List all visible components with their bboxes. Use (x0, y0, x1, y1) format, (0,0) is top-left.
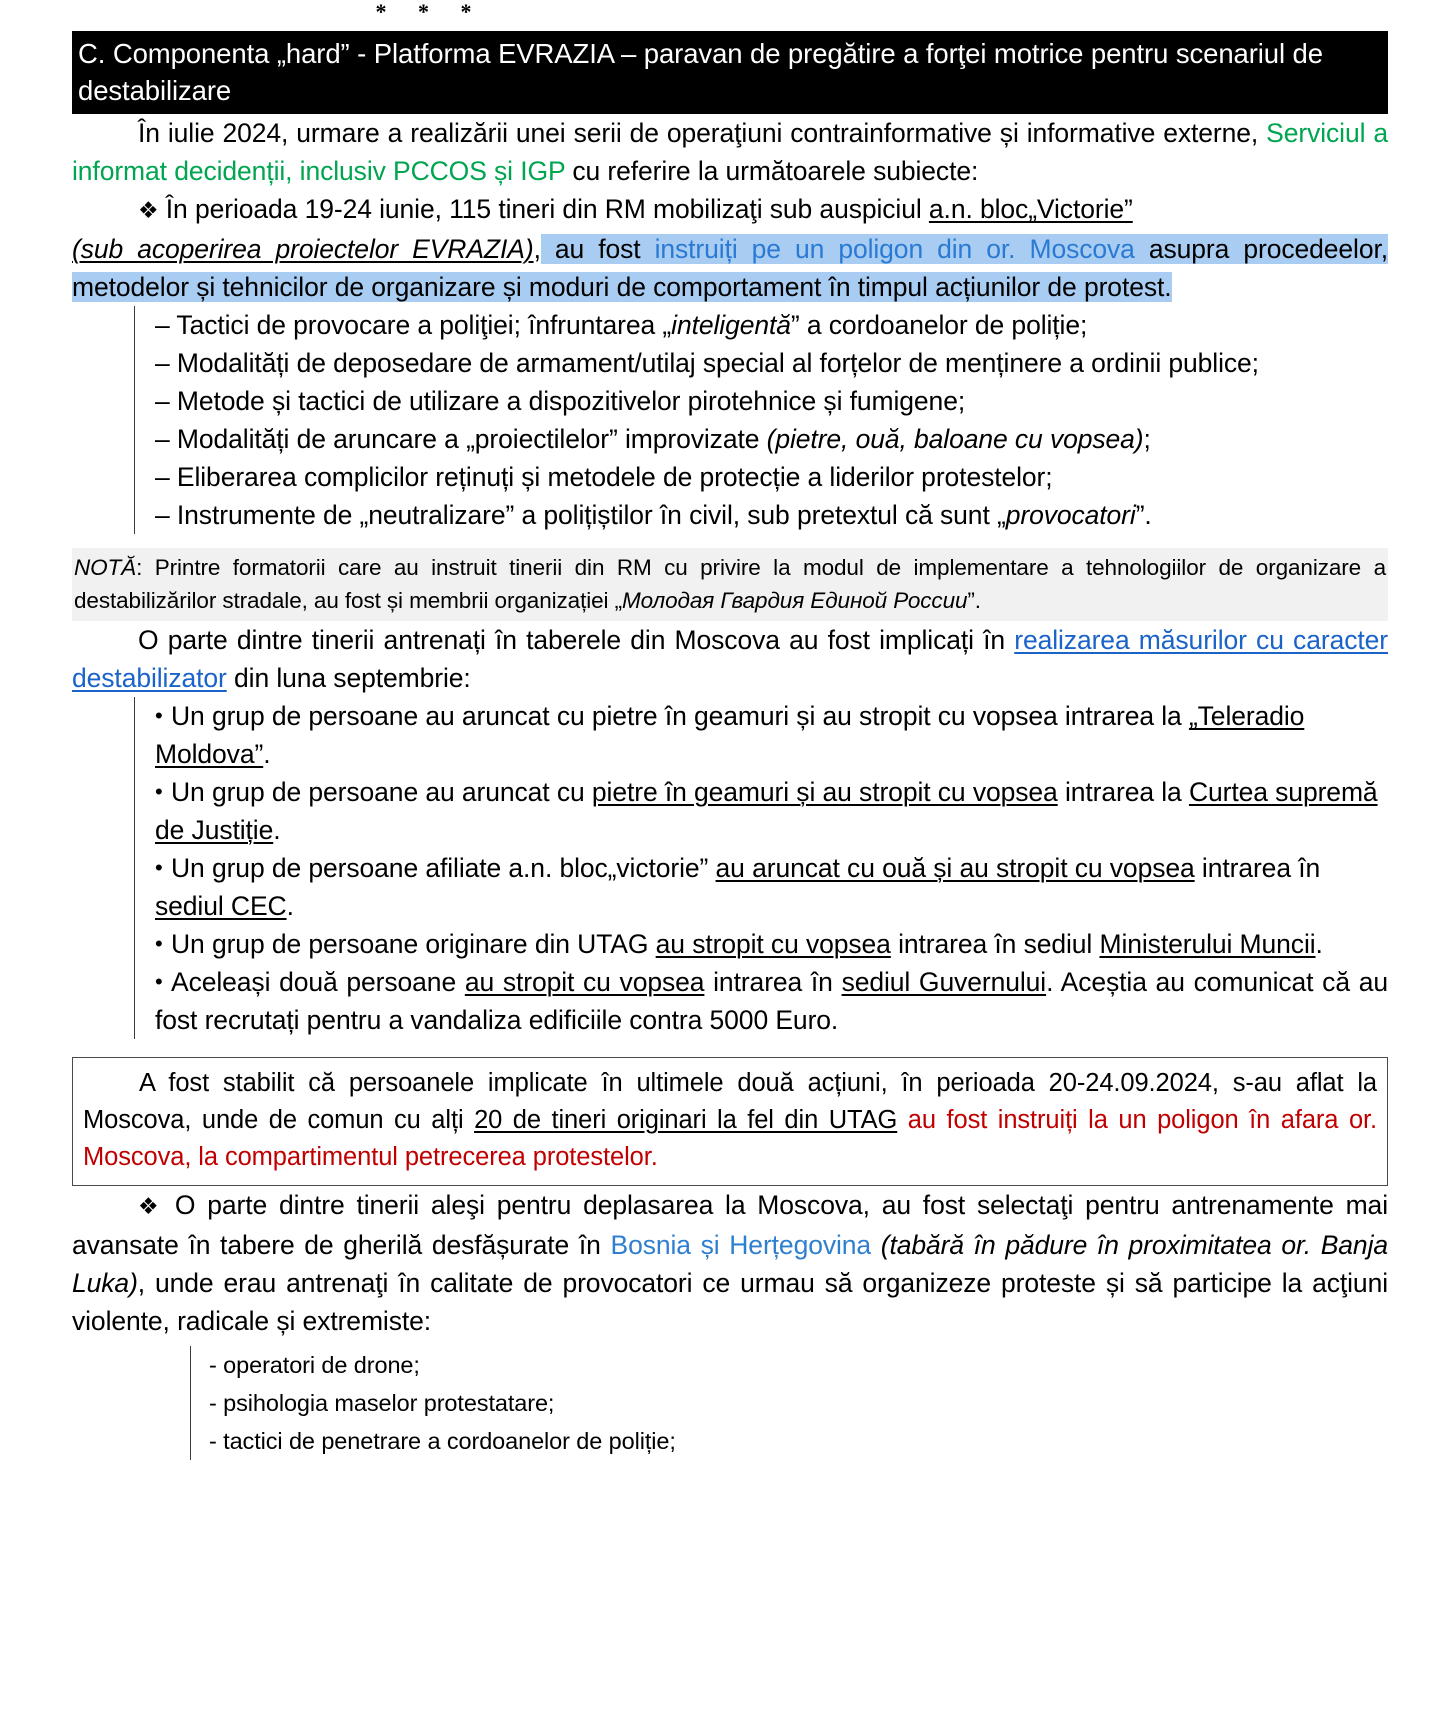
diamond-bullet-1 (72, 190, 1388, 306)
item-pre: Un grup de persoane au aruncat cu pietre în geamuri și au stropit cu vopsea intrarea la (171, 701, 1189, 731)
item-pre: Aceleași două persoane (171, 967, 465, 997)
item-post: . (273, 815, 281, 845)
dash-item (155, 382, 1388, 420)
redbox-underlined-utag: 20 de tineri originari la fel din UTAG (474, 1106, 898, 1134)
item-underlined-2: Curtea supremă de Justiție (155, 777, 1378, 845)
dash-item-pre: Eliberarea complicilor reținuți și metodele de protecție a liderilor protestelor; (169, 462, 1053, 492)
item-post: . (286, 891, 294, 921)
dash-item-post: ; (1143, 424, 1151, 454)
dash-list-1 (134, 306, 1388, 534)
bullet2-blue-bosnia: Bosnia și Herțegovina (610, 1230, 872, 1260)
diamond-bullet-icon: ❖ (138, 198, 159, 224)
dash-item-pre: Tactici de provocare a poliţiei; înfruntarea „ (169, 310, 672, 340)
bullet1-underlined-victorie: a.n. bloc„Victorie” (928, 194, 1133, 224)
bullet2-italic-camp: (tabără în pădure în proximitatea or. Banja Luka) (72, 1230, 1388, 1298)
intro-green-highlight: Serviciul a informat decidenții, inclusiv PCCOS și IGP (72, 118, 1388, 186)
bullet1-highlight-plain-2: asupra procedeelor, metodelor și tehnicilor de organizare și moduri de comportament în timpul acțiunilor de protest. (72, 234, 1388, 302)
item-mid: intrarea în sediul (890, 929, 1100, 959)
list-item (155, 849, 1388, 925)
dash-marker: – (155, 386, 170, 416)
dash-item-pre: Modalități de deposedare de armament/utilaj special al forțelor de menținere a ordinii publice; (169, 348, 1259, 378)
dash-item (155, 496, 1388, 534)
item-underlined-2: Ministerului Muncii (1099, 929, 1316, 959)
bullet-list-september (134, 697, 1388, 1039)
sept-link-measures[interactable]: realizarea măsurilor cu caracter destabilizator (72, 625, 1388, 693)
bullet-dot-icon (155, 853, 171, 883)
intro-text-part2: cu referire la următoarele subiecte: (565, 156, 979, 186)
item-post: . (1315, 929, 1323, 959)
bullet-dot-icon (155, 929, 171, 959)
item-underlined: au stropit cu vopsea (655, 929, 891, 959)
dash-item-post: ” a cordoanelor de poliție; (790, 310, 1088, 340)
dash-marker: – (155, 348, 170, 378)
list-item (155, 925, 1388, 963)
nota-organization-name: Молодая Гвардия Единой России (621, 588, 968, 613)
redbox-black-text: A fost stabilit că persoanele implicate în ultimele două acțiuni, în perioada 20-24.09.2024, s-au aflat la Moscova, unde de comun cu alți (83, 1069, 1377, 1134)
item-mid: intrarea în (1194, 853, 1321, 883)
bullet1-text-before: În perioada 19-24 iunie, 115 tineri din RM mobilizaţi sub auspiciul (165, 194, 929, 224)
item-mid: intrarea în (704, 967, 842, 997)
bullet1-highlight-blue: instruiți pe un poligon din or. Moscova (654, 234, 1135, 264)
redbox-period: . (650, 1143, 658, 1171)
item-pre: Un grup de persoane au aruncat cu (171, 777, 592, 807)
nota-body-2: ”. (967, 588, 981, 613)
bullet2-text-part1: O parte dintre tinerii aleşi pentru deplasarea la Moscova, au fost selectaţi pentru antrenamente mai avansate în tabere de gherilă desfășurate în (72, 1190, 1388, 1260)
item-underlined-2: sediul Guvernului (841, 967, 1047, 997)
dash-item-pre: Modalități de aruncare a „proiectilelor” improvizate (169, 424, 767, 454)
bullet2-text-part2: , unde erau antrenaţi în calitate de provocatori ce urmau să organizeze proteste și să participe la acţiuni violente, radicale și extremiste: (72, 1268, 1388, 1336)
diamond-bullet-2 (72, 1186, 1388, 1340)
list-item (155, 773, 1388, 849)
dash-item-pre: Metode și tactici de utilizare a dispozitivelor pirotehnice și fumigene; (169, 386, 966, 416)
bullet-dot-icon (155, 777, 171, 807)
dash-item (155, 420, 1388, 458)
bullet1-italic-evrazia: (sub acoperirea proiectelor EVRAZIA) (72, 234, 534, 264)
redbox-content (83, 1065, 1377, 1176)
dash-item-italic: (pietre, ouă, baloane cu vopsea) (766, 424, 1144, 454)
dash-marker: – (155, 462, 170, 492)
bullet1-comma: , (533, 234, 541, 264)
bullet-dot-icon (155, 967, 171, 997)
september-paragraph (72, 621, 1388, 697)
bullet-dot-icon (155, 701, 171, 731)
sept-text-part1: O parte dintre tinerii antrenați în taberele din Moscova au fost implicați în (138, 625, 1015, 655)
dash-item: - tactici de penetrare a cordoanelor de poliție; (209, 1428, 676, 1454)
intro-paragraph (72, 114, 1388, 190)
section-heading-banner: C. Componenta „hard” - Platforma EVRAZIA – paravan de pregătire a forţei motrice pentru scenariul de destabilizare (72, 31, 1388, 114)
nota-body-1: : Printre formatorii care au instruit tinerii din RM cu privire la modul de implementare a tehnologiilor de organizare a destabilizărilor stradale, au fost și membrii organizației „ (74, 555, 1386, 613)
item-mid: intrarea la (1057, 777, 1189, 807)
item-pre: Un grup de persoane originare din UTAG (171, 929, 656, 959)
item-underlined: „Teleradio Moldova” (155, 701, 1305, 769)
section-divider: * * * (375, 0, 485, 24)
dash-marker: – (155, 424, 170, 454)
dash-item-post: ”. (1135, 500, 1152, 530)
intro-text-part1: În iulie 2024, urmare a realizării unei serii de operaţiuni contrainformative și informative externe, (138, 118, 1267, 148)
list-item (155, 963, 1388, 1039)
list-item (155, 697, 1388, 773)
item-underlined: pietre în geamuri și au stropit cu vopsea (591, 777, 1058, 807)
dash-marker: – (155, 310, 170, 340)
nota-label: NOTĂ (74, 555, 137, 580)
dash-item (155, 344, 1388, 382)
sept-text-part2: din luna septembrie: (226, 663, 471, 693)
dash-item (155, 458, 1388, 496)
dash-marker: – (155, 500, 170, 530)
dash-item-italic: provocatori (1005, 500, 1136, 530)
red-highlight-box (72, 1057, 1388, 1186)
bullet1-highlight-plain-1: au fost (540, 234, 655, 264)
diamond-bullet-icon: ❖ (138, 1194, 164, 1220)
dash-list-2 (190, 1346, 1388, 1460)
item-post: . (263, 739, 271, 769)
nota-block (72, 548, 1388, 621)
dash-item (155, 306, 1388, 344)
dash-item-pre: Instrumente de „neutralizare” a polițiștilor în civil, sub pretextul că sunt „ (169, 500, 1006, 530)
item-underlined: au aruncat cu ouă și au stropit cu vopsea (715, 853, 1195, 883)
dash-item: - psihologia maselor protestatare; (209, 1390, 555, 1416)
item-underlined-2: sediul CEC (155, 891, 287, 921)
redbox-red-text: au fost instruiți la un poligon în afara or. Moscova, la compartimentul petrecerea protestelor (83, 1106, 1377, 1171)
item-post: . Aceștia au comunicat că au fost recrutați pentru a vandaliza edificiile contra 5000 Euro. (155, 967, 1388, 1035)
dash-item-italic: inteligentă (671, 310, 791, 340)
item-underlined: au stropit cu vopsea (464, 967, 705, 997)
dash-item: - operatori de drone; (209, 1352, 420, 1378)
item-pre: Un grup de persoane afiliate a.n. bloc„victorie” (171, 853, 716, 883)
